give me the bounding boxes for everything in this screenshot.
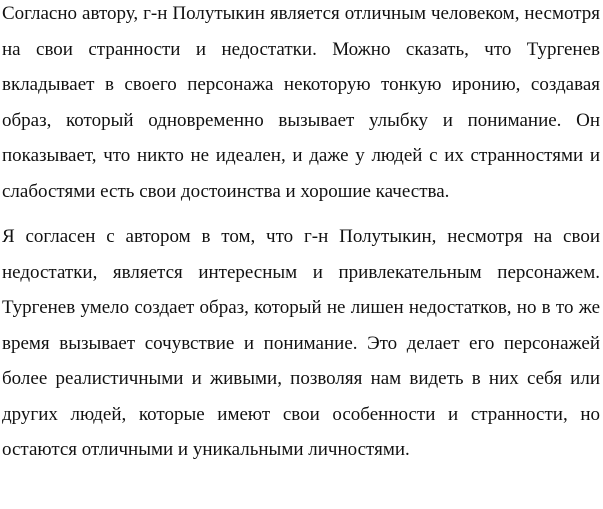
paragraph-1: Согласно автору, г-н Полутыкин является отличным человеком, несмотря на свои странности и недостатки. Можно сказать, что Тургенев вкладывает в своего персонажа некоторую тонкую иронию, создавая образ, который одновременно вызывает улыбку и понимание. Он показывает, что никто не идеален, и даже у людей с их странностями и слабостями есть свои достоинства и хорошие качества.	[2, 3, 600, 202]
paragraph-2: Я согласен с автором в том, что г-н Полутыкин, несмотря на свои недостатки, является интересным и привлекательным персонажем. Тургенев умело создает образ, который не лишен недостатков, но в то же время вызывает сочувствие и понимание. Это делает его персонажей более реалистичными и живыми, позволяя нам видеть в них себя или других людей, которые имеют свои особенности и странности, но остаются отличными и уникальными личностями.	[2, 226, 600, 460]
